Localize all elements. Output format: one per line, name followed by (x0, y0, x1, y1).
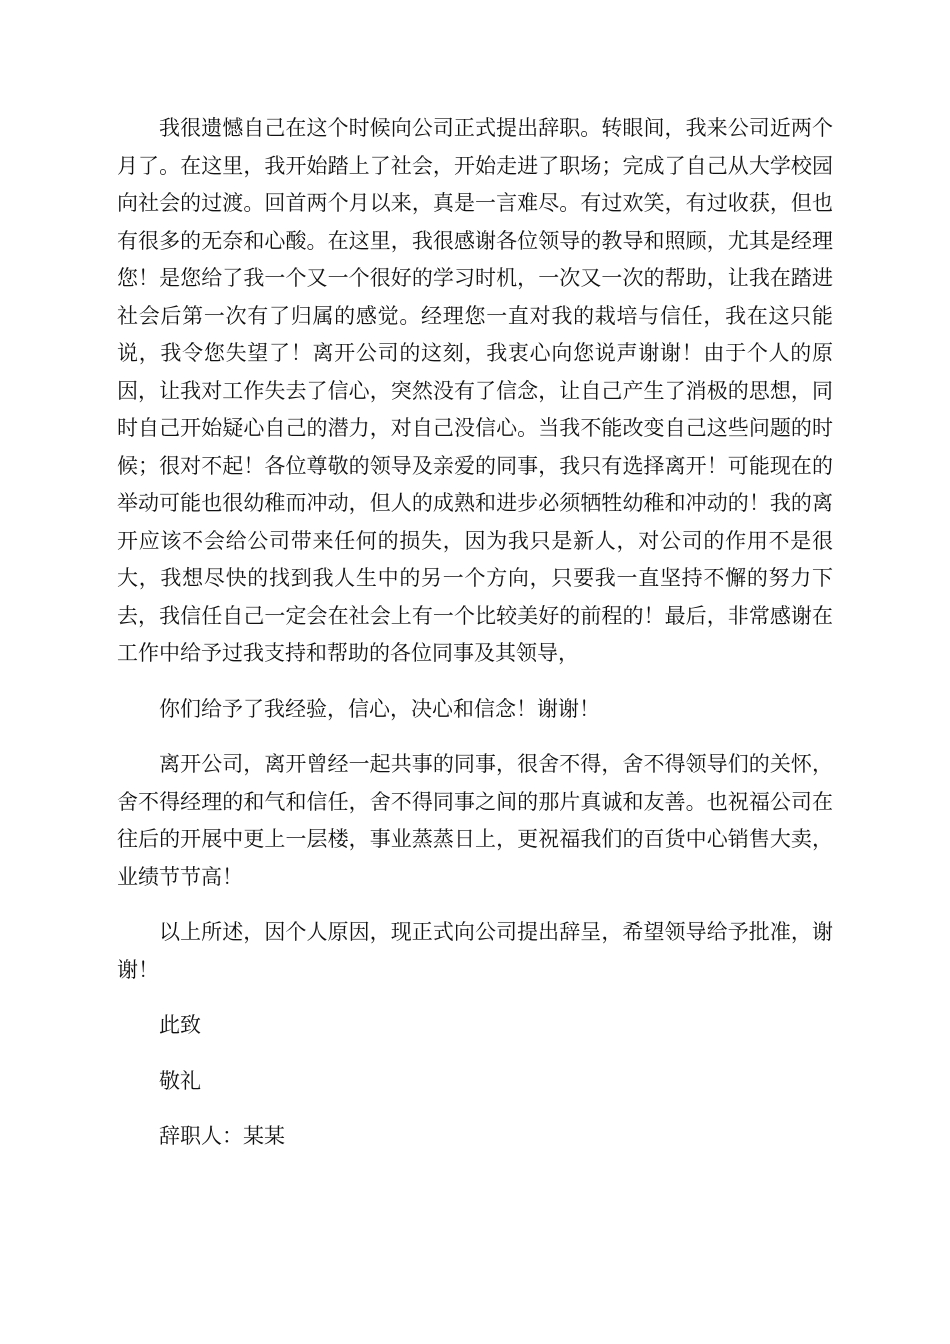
closing-salutation: 此致 (159, 1013, 201, 1037)
letter-paragraph-2: 你们给予了我经验，信心，决心和信念！谢谢！ (159, 696, 600, 721)
closing-regards: 敬礼 (159, 1068, 201, 1093)
letter-paragraph-4: 以上所述，因个人原因，现正式向公司提出辞呈，希望领导给予批准，谢谢！ (117, 920, 833, 982)
letter-paragraph-1: 我很遗憾自己在这个时候向公司正式提出辞职。转眼间，我来公司近两个月了。在这里，我开始踏上了社会，开始走进了职场；完成了自己从大学校园向社会的过渡。回首两个月以来，真是一言难尽。有过欢笑，有过收获，但也有很多的无奈和心酸。在这里，我很感谢各位领导的教导和照顾，尤其是经理您！是您给了我一个又一个很好的学习时机，一次又一次的帮助，让我在踏进社会后第一次有了归属的感觉。经理您一直对我的栽培与信任，我在这只能说，我令您失望了！离开公司的这刻，我衷心向您说声谢谢！由于个人的原因，让我对工作失去了信心，突然没有了信念，让自己产生了消极的思想，同时自己开始疑心自己的潜力，对自己没信心。当我不能改变自己这些问题的时候；很对不起！各位尊敬的领导及亲爱的同事，我只有选择离开！可能现在的举动可能也很幼稚而冲动，但人的成熟和进步必须牺牲幼稚和冲动的！我的离开应该不会给公司带来任何的损失，因为我只是新人，对公司的作用不是很大，我想尽快的找到我人生中的另一个方向，只要我一直坚持不懈的努力下去，我信任自己一定会在社会上有一个比较美好的前程的！最后，非常感谢在工作中给予过我支持和帮助的各位同事及其领导， (117, 116, 833, 665)
signature-line: 辞职人：某某 (159, 1124, 285, 1148)
resignation-letter (117, 110, 833, 1174)
letter-paragraph-3: 离开公司，离开曾经一起共事的同事，很舍不得，舍不得领导们的关怀，舍不得经理的和气和信任，舍不得同事之间的那片真诚和友善。也祝福公司在往后的开展中更上一层楼，事业蒸蒸日上，更祝福我们的百货中心销售大卖，业绩节节高！ (117, 752, 833, 889)
